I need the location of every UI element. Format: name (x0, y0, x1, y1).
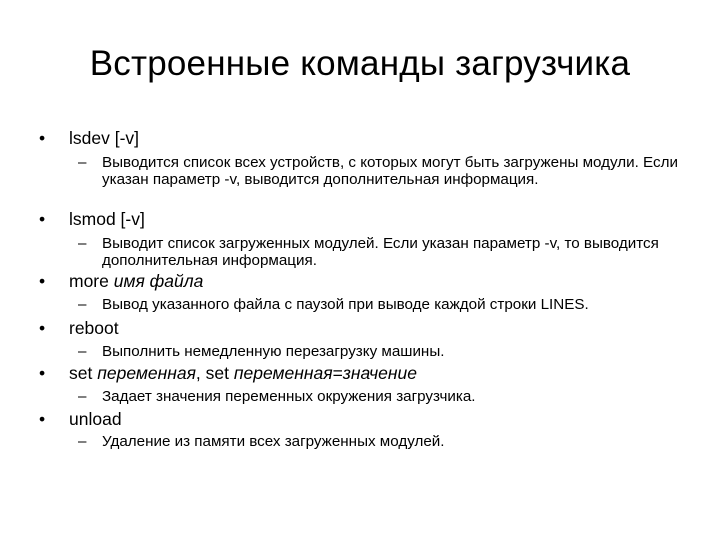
sub-item-unload (78, 433, 688, 450)
description-lsmod: Выводит список загруженных модулей. Если указан параметр -v, то выводится дополнительная информация. (102, 235, 659, 269)
dash-icon: – (78, 235, 87, 252)
sub-item-set (78, 388, 688, 405)
command-reboot: reboot (69, 318, 119, 338)
dash-icon: – (78, 388, 87, 405)
sub-item-more (78, 296, 688, 313)
sub-item-lsdev (78, 154, 688, 188)
command-lsmod: lsmod [-v] (69, 209, 145, 229)
description-lsdev: Выводится список всех устройств, с которых могут быть загружены модули. Если указан параметр -v, выводится дополнительная информация. (102, 154, 678, 188)
description-set: Задает значения переменных окружения загрузчика. (102, 388, 476, 405)
command-lsdev: lsdev [-v] (69, 128, 140, 148)
dash-icon: – (78, 343, 87, 360)
bullet-icon: • (39, 128, 46, 148)
bullet-icon: • (39, 209, 46, 229)
dash-icon: – (78, 296, 87, 313)
bullet-icon: • (39, 409, 46, 429)
description-unload: Удаление из памяти всех загруженных модулей. (102, 433, 445, 450)
slide-title: Встроенные команды загрузчика (89, 44, 631, 83)
bullet-icon: • (39, 271, 46, 291)
sub-item-lsmod (78, 235, 688, 269)
command-unload: unload (69, 409, 122, 429)
bullet-icon: • (39, 318, 46, 338)
sub-item-reboot (78, 343, 688, 360)
command-more: more имя файла (69, 271, 204, 291)
command-set: set переменная, set переменная=значение (69, 363, 418, 383)
description-reboot: Выполнить немедленную перезагрузку машины. (102, 343, 445, 360)
bullet-icon: • (39, 363, 46, 383)
dash-icon: – (78, 154, 87, 171)
description-more: Вывод указанного файла с паузой при выводе каждой строки LINES. (102, 296, 589, 313)
dash-icon: – (78, 433, 87, 450)
command-more-arg: имя файла (113, 271, 204, 291)
